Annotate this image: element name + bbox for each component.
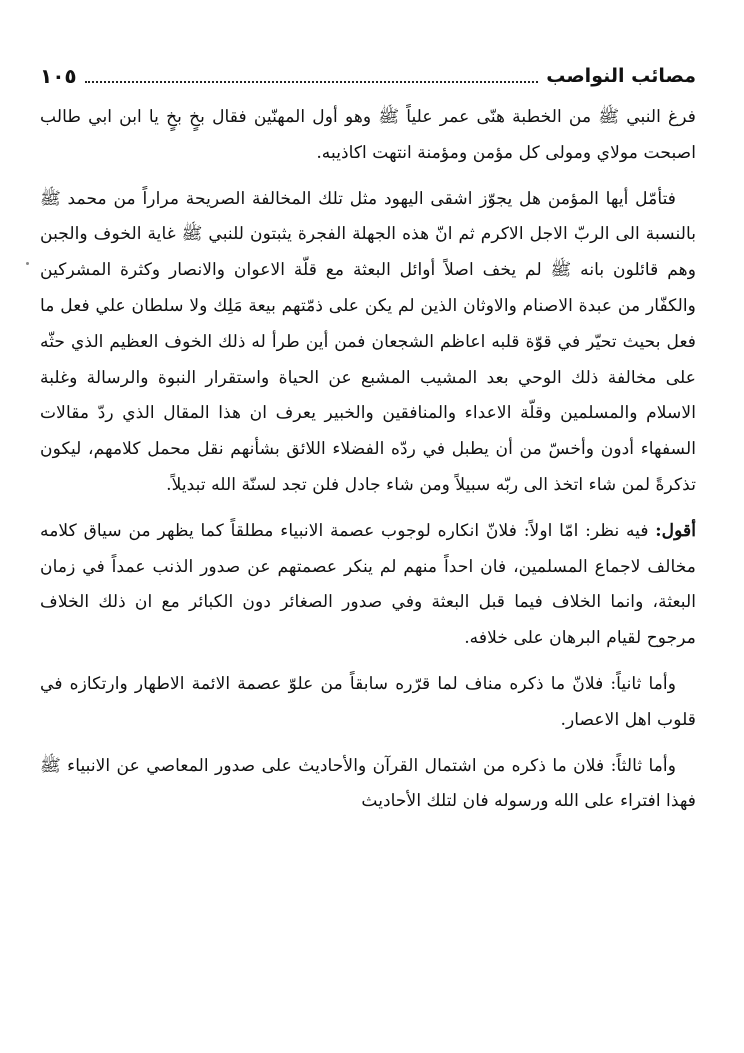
paragraph-lead: أقول:: [655, 520, 696, 541]
page-header: [40, 58, 696, 94]
running-title: مصائب النواصب: [546, 65, 696, 87]
page-number: ١٠٥: [40, 64, 77, 88]
paragraph: [40, 749, 696, 821]
paragraph-text: فيه نظر: امّا اولاً: فلانّ انكاره لوجوب عصمة الانبياء مطلقاً كما يظهر من سياق كلامه مخالف لاجماع المسلمين، فان احداً منهم لم ينكر عصمتهم عن صدور الذنب عمداً في زمان البعثة، وانما الخلاف فيما قبل البعثة وفي صدور الصغائر دون الكبائر مع ان ذلك الخلاف مرجوح لقيام البرهان على خلافه.: [40, 520, 696, 649]
paragraph-text: فتأمّل أيها المؤمن هل يجوّز اشقى اليهود مثل تلك المخالفة الصريحة مراراً من محمد ﷺ بالنسبة الى الربّ الاجل الاكرم ثم انّ هذه الجهلة الفجرة يثبتون للنبي ﷺ غاية الخوف والجبن وهم قائلون بانه ﷺ لم يخف اصلاً أوائل البعثة مع قلّة الاعوان والانصار وكثرة المشركين والكفّار من عبدة الاصنام والاوثان الذين لم يكن على ذمّتهم بيعة مَلِك ولا سلطان علي فعل ما فعل بحيث تحيّر في قوّة قلبه اعاظم الشجعان فمن أين طرأ له ذلك الخوف العظيم الذي حثّه على مخالفة ذلك الوحي بعد المشيب المشبع عن الحياة واستقرار النبوة والرسالة وغلبة الاسلام والمسلمين وقلّة الاعداء والمنافقين والخبير يعرف ان هذا المقال الذي ردّ مقالات السفهاء أدون وأخسّ من أن يطبل في ردّه الفضلاء اللائق بشأنهم نقل محمل كلامهم، ليكون تذكرةً لمن شاء اتخذ الى ربّه سبيلاً ومن شاء جادل فلن تجد لسنّة الله تبديلاً.: [40, 188, 696, 495]
paragraph: [40, 182, 696, 504]
paragraph: [40, 100, 696, 172]
dotted-leader: [85, 81, 539, 83]
paragraph: [40, 667, 696, 739]
paragraph-text: وأما ثانياً: فلانّ ما ذكره مناف لما قرّره سابقاً من علوّ عصمة الائمة الاطهار وارتكازه في قلوب اهل الاعصار.: [40, 673, 696, 730]
body-text: [40, 100, 696, 820]
paragraph-text: وأما ثالثاً: فلان ما ذكره من اشتمال القرآن والأحاديث على صدور المعاصي عن الانبياء ﷺ فهذا افتراء على الله ورسوله فان لتلك الأحاديث: [40, 755, 696, 812]
paragraph-text: فرغ النبي ﷺ من الخطبة هنّى عمر علياً ﷺ وهو أول المهنّين فقال بخٍ بخٍ يا ابن ابي طالب اصبحت مولاي ومولى كل مؤمن ومؤمنة انتهت اكاذيبه.: [40, 107, 696, 163]
paragraph: [40, 514, 696, 657]
margin-mark: [26, 262, 29, 265]
